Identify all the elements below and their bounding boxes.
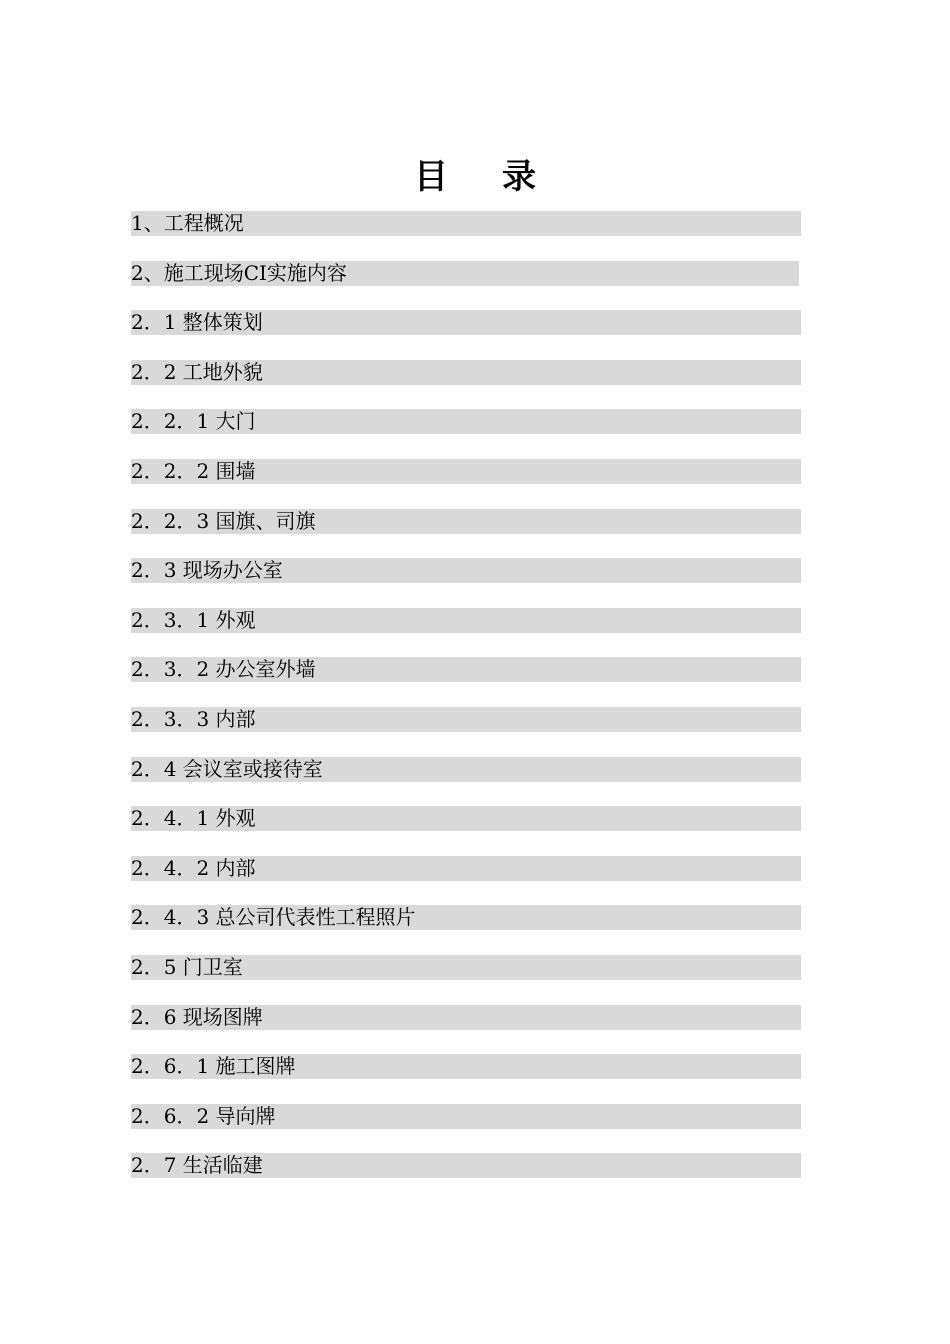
toc-dot-leader bbox=[330, 657, 801, 682]
toc-entry[interactable] bbox=[131, 261, 799, 286]
toc-dot-leader bbox=[258, 409, 801, 434]
toc-dot-leader bbox=[277, 310, 801, 335]
toc-entry-label: 2．7 生活临建 bbox=[131, 1153, 263, 1178]
toc-entry[interactable] bbox=[131, 608, 801, 633]
toc-title-char-2: 录 bbox=[502, 157, 536, 197]
toc-dot-leader bbox=[418, 905, 801, 930]
toc-entry-label: 2．2．2 围墙 bbox=[131, 458, 256, 483]
toc-entry[interactable] bbox=[131, 1104, 801, 1129]
toc-entry-label: 2．6．1 施工图牌 bbox=[131, 1054, 296, 1079]
toc-entry[interactable] bbox=[131, 509, 801, 534]
toc-entry-label: 2、施工现场CI实施内容 bbox=[131, 260, 347, 285]
toc-dot-leader bbox=[277, 360, 801, 385]
toc-entry-label: 2．3．2 办公室外墙 bbox=[131, 657, 316, 682]
toc-dot-leader bbox=[297, 558, 801, 583]
toc-entry[interactable] bbox=[131, 459, 801, 484]
toc-entry[interactable] bbox=[131, 1054, 801, 1079]
toc-entry-label: 2．2 工地外貌 bbox=[131, 359, 263, 384]
toc-dot-leader bbox=[349, 261, 799, 286]
toc-dot-leader bbox=[270, 856, 801, 881]
toc-entry-label: 2．2．1 大门 bbox=[131, 409, 256, 434]
toc-entry-label: 2．4 会议室或接待室 bbox=[131, 756, 323, 781]
toc-entry[interactable] bbox=[131, 657, 801, 682]
toc-dot-leader bbox=[270, 707, 801, 732]
toc-entry[interactable] bbox=[131, 856, 801, 881]
toc-entry-label: 2．3．3 内部 bbox=[131, 706, 256, 731]
toc-dot-leader bbox=[290, 1104, 801, 1129]
toc-dot-leader bbox=[277, 1005, 801, 1030]
toc-dot-leader bbox=[318, 509, 801, 534]
toc-entry[interactable] bbox=[131, 360, 801, 385]
toc-entry[interactable] bbox=[131, 409, 801, 434]
toc-entry[interactable] bbox=[131, 955, 801, 980]
toc-entry-label: 2．4．1 外观 bbox=[131, 806, 256, 831]
toc-entry-label: 2．1 整体策划 bbox=[131, 310, 263, 335]
toc-entry-label: 2．4．2 内部 bbox=[131, 855, 256, 880]
toc-dot-leader bbox=[258, 459, 801, 484]
toc-title-char-1: 目 bbox=[414, 157, 448, 197]
toc-entry[interactable] bbox=[131, 310, 801, 335]
toc-entry[interactable] bbox=[131, 905, 801, 930]
toc-entry-label: 2．3．1 外观 bbox=[131, 607, 256, 632]
toc-entry[interactable] bbox=[131, 707, 801, 732]
toc-entry-label: 2．5 门卫室 bbox=[131, 954, 243, 979]
toc-entry-label: 2．4．3 总公司代表性工程照片 bbox=[131, 905, 416, 930]
toc-entry[interactable] bbox=[131, 1153, 801, 1178]
toc-dot-leader bbox=[298, 1054, 801, 1079]
table-of-contents bbox=[131, 211, 801, 1203]
toc-entry[interactable] bbox=[131, 757, 801, 782]
toc-entry-label: 1、工程概况 bbox=[131, 211, 244, 235]
toc-dot-leader bbox=[270, 806, 801, 831]
toc-entry-label: 2．6 现场图牌 bbox=[131, 1004, 263, 1029]
toc-entry-label: 2．2．3 国旗、司旗 bbox=[131, 508, 316, 533]
toc-dot-leader bbox=[337, 757, 801, 782]
toc-entry-label: 2．3 现场办公室 bbox=[131, 558, 283, 583]
toc-dot-leader bbox=[270, 608, 801, 633]
toc-title bbox=[0, 150, 950, 204]
toc-dot-leader bbox=[257, 955, 801, 980]
toc-dot-leader bbox=[258, 211, 801, 236]
toc-entry[interactable] bbox=[131, 558, 801, 583]
toc-entry[interactable] bbox=[131, 806, 801, 831]
toc-entry-label: 2．6．2 导向牌 bbox=[131, 1103, 276, 1128]
toc-entry[interactable] bbox=[131, 211, 801, 236]
toc-dot-leader bbox=[277, 1153, 801, 1178]
toc-entry[interactable] bbox=[131, 1005, 801, 1030]
